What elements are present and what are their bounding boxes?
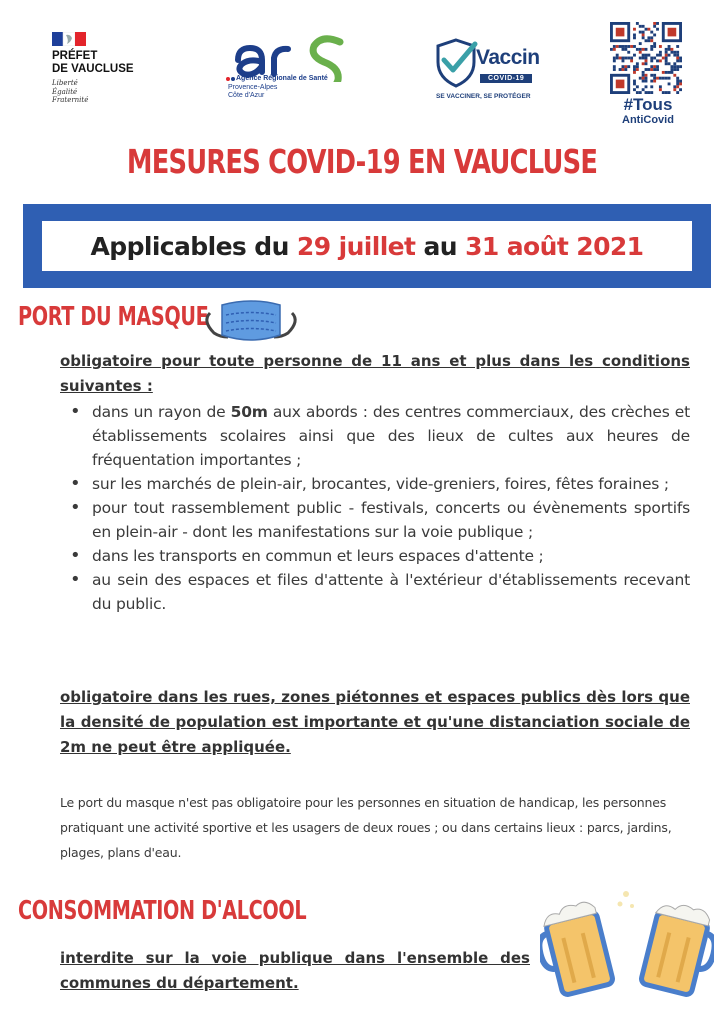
motto-egalite: Égalité	[52, 87, 78, 96]
dates-prefix: Applicables du	[90, 231, 297, 261]
list-item: • pour tout rassemblement public - festivals, concerts ou évènements sportifs en plein-air - dont les manifestations sur la voie publique ;	[60, 496, 690, 544]
date-box	[42, 221, 692, 271]
prefet-name-line2: DE VAUCLUSE	[52, 63, 134, 75]
ars-logo	[222, 32, 352, 107]
masque-heading: PORT DU MASQUE	[18, 302, 209, 332]
face-mask-icon	[202, 297, 300, 345]
vaccin-covid-logo	[432, 38, 547, 104]
marianne-flag-icon	[52, 32, 86, 46]
bullet1-after: aux abords : des centres commerciaux, des crèches et établissements scolaires ainsi que des lieux de cultes aux heures de fréquentation importantes ;	[92, 403, 691, 469]
masque-streets-rule: obligatoire dans les rues, zones piétonnes et espaces publics dès lors que la densité de population est importante et qu'une distanciation sociale de 2m ne peut être appliquée.	[60, 688, 690, 756]
prefet-logo	[52, 32, 162, 105]
tous-hashtag: #Tous	[623, 95, 673, 114]
masque-intro: obligatoire pour toute personne de 11 ans et plus dans les conditions suivantes :	[60, 352, 690, 395]
dates-start: 29 juillet	[296, 231, 416, 261]
vaccin-tagline: SE VACCINER, SE PROTÉGER	[436, 93, 531, 100]
dates-end: 31 août 2021	[465, 231, 644, 261]
ars-region-line1: Provence-Alpes	[228, 84, 278, 91]
alcool-heading: CONSOMMATION D'ALCOOL	[18, 896, 307, 926]
qr-code-icon[interactable]	[610, 22, 682, 94]
prefet-name-line1: PRÉFET	[52, 50, 98, 62]
ars-dots-icon	[226, 76, 236, 82]
bullet1-distance: 50m	[230, 403, 268, 421]
vaccin-word: Vaccin	[476, 46, 540, 69]
page-title: MESURES COVID-19 EN VAUCLUSE	[126, 142, 598, 181]
anticovid-word: AntiCovid	[622, 114, 674, 126]
motto-liberte: Liberté	[52, 79, 78, 87]
bullet1-before: dans un rayon de	[92, 403, 231, 421]
ars-region-line2: Côte d'Azur	[228, 92, 265, 99]
vaccin-covid-label: COVID-19	[480, 74, 532, 83]
tous-anticovid-label	[606, 96, 690, 126]
motto-fraternite: Fraternité	[52, 96, 89, 104]
list-item: • sur les marchés de plein-air, brocantes, vide-greniers, foires, fêtes foraines ;	[60, 472, 690, 496]
list-item: • dans les transports en commun et leurs espaces d'attente ;	[60, 544, 690, 568]
list-item	[60, 400, 690, 472]
list-item: • au sein des espaces et files d'attente à l'extérieur d'établissements recevant du public.	[60, 568, 690, 616]
alcool-rule: interdite sur la voie publique dans l'ensemble des communes du département.	[60, 949, 530, 992]
masque-exceptions: Le port du masque n'est pas obligatoire pour les personnes en situation de handicap, les personnes pratiquant une activité sportive et les usagers de deux roues ; ou dans certains lieux : parcs, jardins, plages, plans d'eau.	[60, 795, 672, 860]
applicability-dates	[91, 232, 644, 261]
masque-conditions-list	[60, 400, 690, 616]
dates-middle: au	[415, 231, 466, 261]
ars-agency-name: Agence Régionale de Santé	[236, 75, 328, 82]
beer-mugs-icon	[540, 884, 714, 1002]
shield-check-icon	[434, 38, 478, 88]
